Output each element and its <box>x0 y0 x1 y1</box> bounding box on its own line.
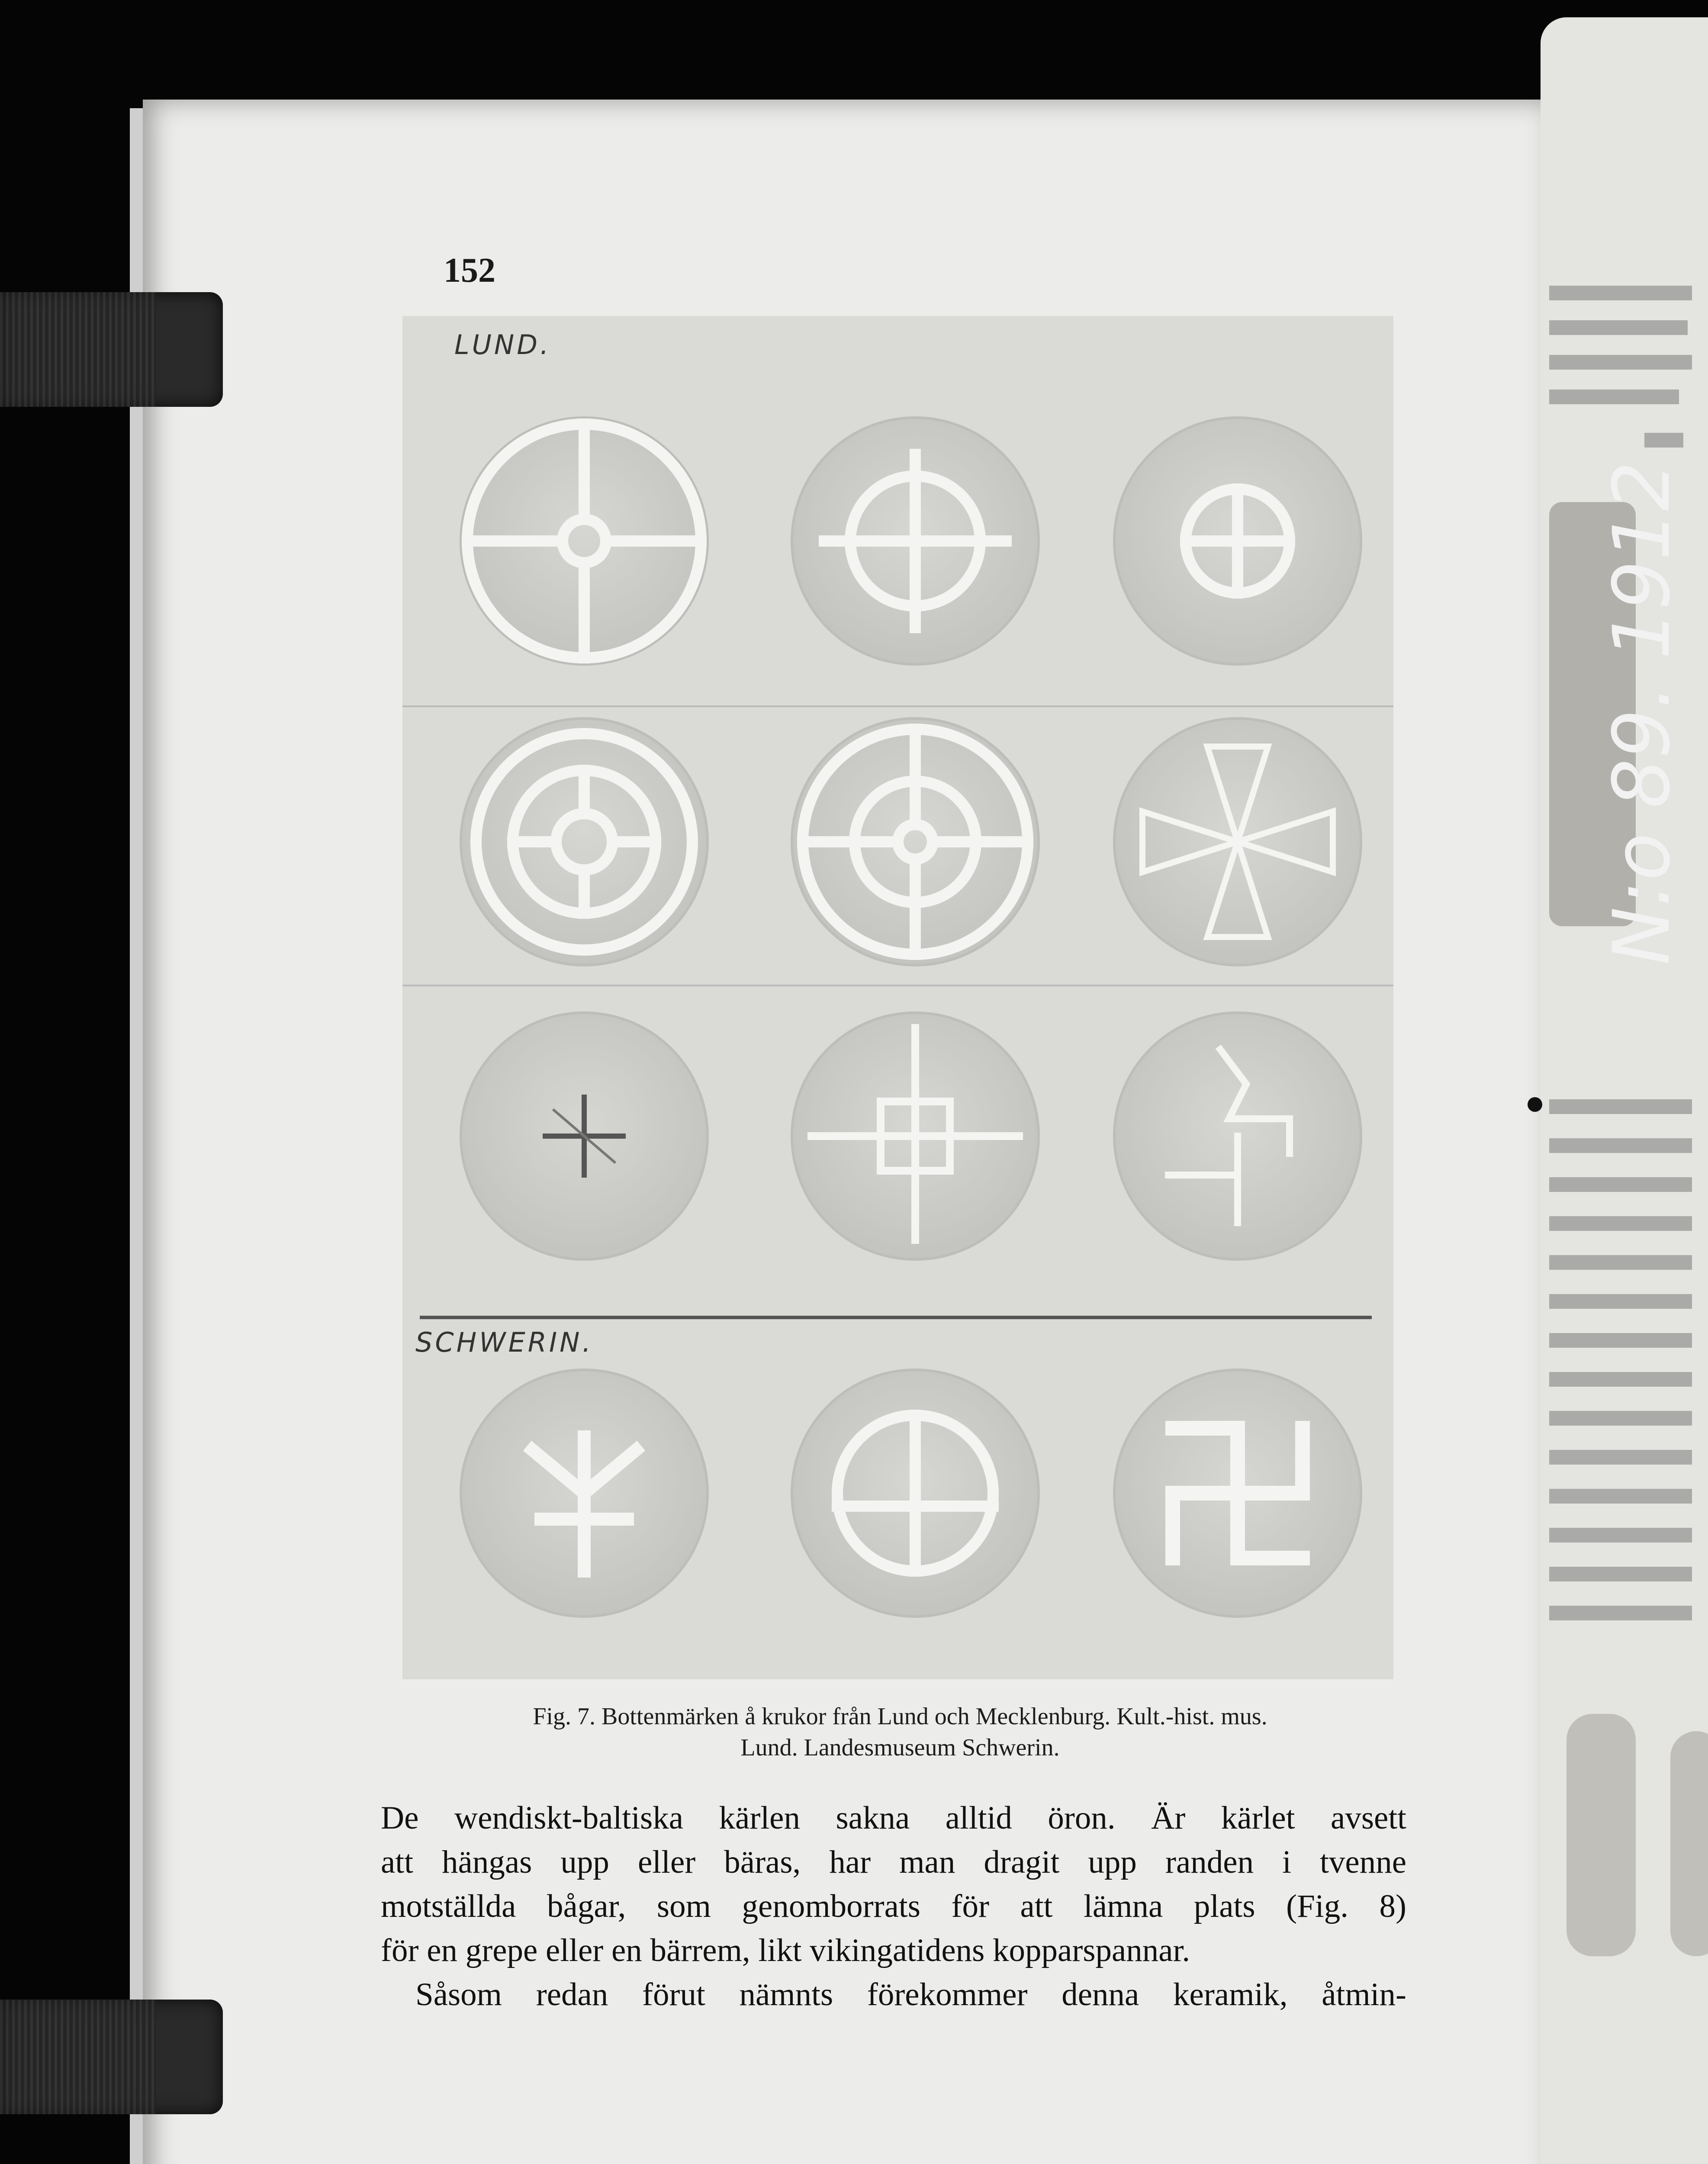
disc-wheel-cross-rim <box>461 418 708 664</box>
body-line: Såsom redan förut nämnts förekommer denna keramik, åtmin- <box>415 1977 1406 2013</box>
facing-page-jar-figure-2 <box>1670 1731 1708 1956</box>
disc-ringed-cross-extended <box>792 418 1039 664</box>
disc-double-ring-cross <box>461 718 708 965</box>
handwritten-archive-number: N:o 89. 1912 <box>1597 461 1687 965</box>
figure-plate <box>402 316 1393 1679</box>
body-line: motställda bågar, som genomborrats för att lämna plats (Fig. 8) <box>381 1888 1406 1924</box>
pot-bottom-marks <box>402 316 1393 1679</box>
disc-maltese-cross <box>1114 718 1361 965</box>
page-number: 152 <box>444 251 495 290</box>
ink-dot <box>1528 1097 1542 1112</box>
facing-page <box>1541 17 1708 2164</box>
disc-broken-swastika <box>1114 1013 1361 1259</box>
body-line: för en grepe eller en bärrem, likt vikingatidens kopparspannar. <box>381 1932 1190 1968</box>
disc-wheel-cross <box>792 1370 1039 1617</box>
disc-double-ring-cross-extended <box>792 718 1039 965</box>
facing-page-jar-figure <box>1566 1714 1636 1956</box>
body-line: De wendiskt-baltiska kärlen sakna alltid öron. Är kärlet avsett <box>381 1800 1406 1836</box>
binder-clip-bottom <box>0 2000 223 2114</box>
caption-line-2: Lund. Landesmuseum Schwerin. <box>740 1734 1060 1761</box>
disc-small-scratched-cross <box>461 1013 708 1259</box>
caption-line-1: Fig. 7. Bottenmärken å krukor från Lund och Mecklenburg. Kult.-hist. mus. <box>533 1703 1267 1730</box>
plate-label-lund: LUND. <box>454 329 551 361</box>
body-line: att hängas upp eller bäras, har man dragit upp randen i tvenne <box>381 1844 1406 1880</box>
disc-branched-cross <box>461 1370 708 1617</box>
body-paragraph <box>381 1796 1406 2017</box>
figure-caption <box>402 1701 1398 1763</box>
disc-stepped-cross <box>792 1013 1039 1259</box>
disc-small-ringed-cross <box>1114 418 1361 664</box>
plate-label-schwerin: SCHWERIN. <box>415 1327 594 1358</box>
disc-swastika <box>1114 1370 1361 1617</box>
binder-clip-top <box>0 292 223 407</box>
